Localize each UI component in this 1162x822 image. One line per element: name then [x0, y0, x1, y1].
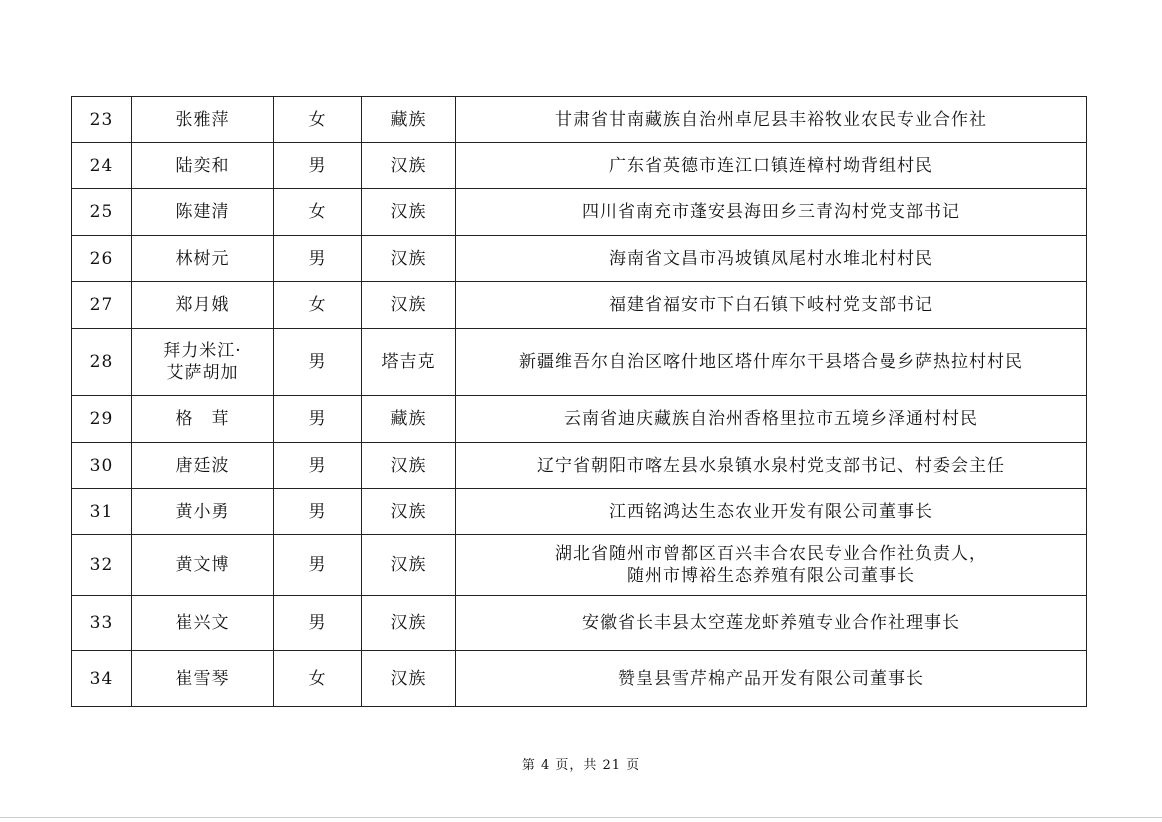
- ethnicity-cell: 汉族: [362, 596, 456, 651]
- gender-cell: 男: [274, 236, 362, 282]
- unit-position-cell: 安徽省长丰县太空莲龙虾养殖专业合作社理事长: [456, 596, 1087, 651]
- name-cell: 陈建清: [132, 189, 274, 236]
- table-row: [72, 489, 1087, 535]
- gender-cell: 男: [274, 443, 362, 489]
- row-number: 34: [72, 651, 132, 707]
- unit-position-cell: 新疆维吾尔自治区喀什地区塔什库尔干县塔合曼乡萨热拉村村民: [456, 329, 1087, 396]
- unit-position-cell: 辽宁省朝阳市喀左县水泉镇水泉村党支部书记、村委会主任: [456, 443, 1087, 489]
- honoree-table: [71, 96, 1087, 707]
- row-number: 31: [72, 489, 132, 535]
- ethnicity-cell: 汉族: [362, 489, 456, 535]
- name-cell: 郑月娥: [132, 282, 274, 329]
- table-row: [72, 143, 1087, 189]
- table-row: [72, 236, 1087, 282]
- gender-cell: 女: [274, 97, 362, 143]
- table-row: [72, 396, 1087, 443]
- ethnicity-cell: 汉族: [362, 651, 456, 707]
- unit-position-cell: 甘肃省甘南藏族自治州卓尼县丰裕牧业农民专业合作社: [456, 97, 1087, 143]
- unit-position-cell: 福建省福安市下白石镇下岐村党支部书记: [456, 282, 1087, 329]
- gender-cell: 男: [274, 596, 362, 651]
- row-number: 28: [72, 329, 132, 396]
- row-number: 24: [72, 143, 132, 189]
- table-row: [72, 596, 1087, 651]
- ethnicity-cell: 藏族: [362, 396, 456, 443]
- table-row: [72, 443, 1087, 489]
- page-footer: 第 4 页，共 21 页: [521, 758, 641, 773]
- gender-cell: 男: [274, 143, 362, 189]
- unit-position-cell: 广东省英德市连江口镇连樟村坳背组村民: [456, 143, 1087, 189]
- gender-cell: 男: [274, 396, 362, 443]
- ethnicity-cell: 汉族: [362, 189, 456, 236]
- name-cell: 崔兴文: [132, 596, 274, 651]
- unit-position-cell: 湖北省随州市曾都区百兴丰合农民专业合作社负责人， 随州市博裕生态养殖有限公司董事长: [456, 535, 1087, 596]
- gender-cell: 男: [274, 489, 362, 535]
- row-number: 27: [72, 282, 132, 329]
- row-number: 32: [72, 535, 132, 596]
- name-cell: 张雅萍: [132, 97, 274, 143]
- name-cell: 崔雪琴: [132, 651, 274, 707]
- row-number: 25: [72, 189, 132, 236]
- table-row: [72, 189, 1087, 236]
- ethnicity-cell: 汉族: [362, 143, 456, 189]
- row-number: 23: [72, 97, 132, 143]
- row-number: 29: [72, 396, 132, 443]
- name-cell: 格 茸: [132, 396, 274, 443]
- gender-cell: 女: [274, 651, 362, 707]
- name-cell: 黄小勇: [132, 489, 274, 535]
- table-row: [72, 97, 1087, 143]
- name-cell: 唐廷波: [132, 443, 274, 489]
- table-row: [72, 651, 1087, 707]
- unit-position-cell: 赞皇县雪芹棉产品开发有限公司董事长: [456, 651, 1087, 707]
- name-cell: 陆奕和: [132, 143, 274, 189]
- ethnicity-cell: 藏族: [362, 97, 456, 143]
- name-cell: 拜力米江· 艾萨胡加: [132, 329, 274, 396]
- ethnicity-cell: 汉族: [362, 236, 456, 282]
- row-number: 26: [72, 236, 132, 282]
- unit-position-cell: 江西铭鸿达生态农业开发有限公司董事长: [456, 489, 1087, 535]
- ethnicity-cell: 汉族: [362, 282, 456, 329]
- ethnicity-cell: 塔吉克: [362, 329, 456, 396]
- unit-position-cell: 四川省南充市蓬安县海田乡三青沟村党支部书记: [456, 189, 1087, 236]
- ethnicity-cell: 汉族: [362, 535, 456, 596]
- table-row: [72, 535, 1087, 596]
- gender-cell: 男: [274, 329, 362, 396]
- unit-position-cell: 云南省迪庆藏族自治州香格里拉市五境乡泽通村村民: [456, 396, 1087, 443]
- gender-cell: 女: [274, 282, 362, 329]
- ethnicity-cell: 汉族: [362, 443, 456, 489]
- row-number: 33: [72, 596, 132, 651]
- unit-position-cell: 海南省文昌市冯坡镇凤尾村水堆北村村民: [456, 236, 1087, 282]
- gender-cell: 男: [274, 535, 362, 596]
- page-edge-divider: [0, 817, 1162, 818]
- table-row: [72, 329, 1087, 396]
- name-cell: 黄文博: [132, 535, 274, 596]
- row-number: 30: [72, 443, 132, 489]
- gender-cell: 女: [274, 189, 362, 236]
- table-row: [72, 282, 1087, 329]
- name-cell: 林树元: [132, 236, 274, 282]
